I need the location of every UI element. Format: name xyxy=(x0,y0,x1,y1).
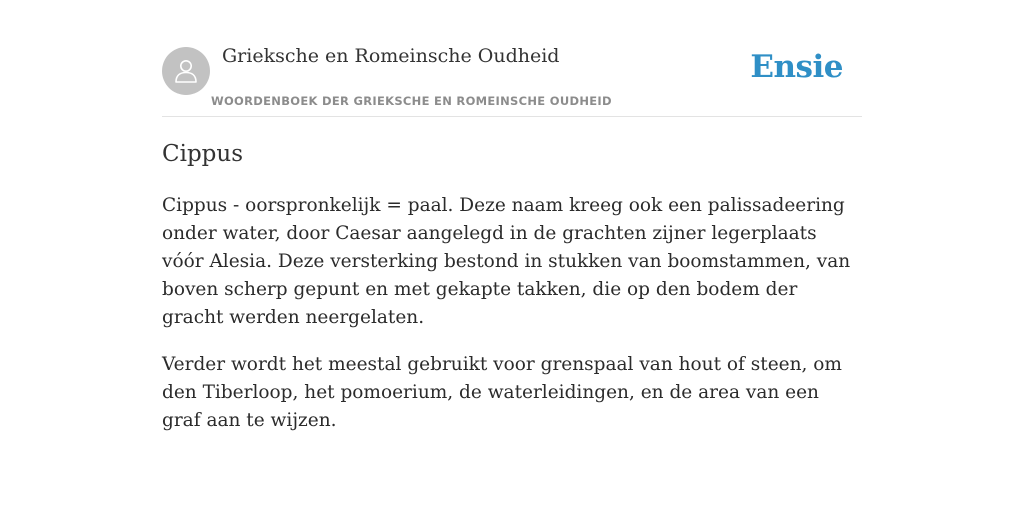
entry-header xyxy=(162,40,862,117)
source-title-link[interactable]: Grieksche en Romeinsche Oudheid xyxy=(222,45,560,67)
entry-content xyxy=(162,138,862,435)
entry-paragraph: Verder wordt het meestal gebruikt voor grenspaal van hout of steen, om den Tiberloop, het pomoerium, de waterleidingen, en de area van een graf aan te wijzen. xyxy=(162,354,842,431)
ensie-logo-link[interactable]: Ensie xyxy=(750,49,843,85)
user-icon xyxy=(172,57,200,85)
entry-title: Cippus xyxy=(162,141,244,167)
entry-paragraph: Cippus - oorspronkelijk = paal. Deze naam kreeg ook een palissadeering onder water, door Caesar aangelegd in de grachten zijner legerplaats vóór Alesia. Deze versterking bestond in stukken van boomstammen, van boven scherp gepunt en met gekapte takken, die op den bodem der gracht werden neergelaten. xyxy=(162,195,851,328)
avatar[interactable] xyxy=(162,47,210,95)
source-subtitle: WOORDENBOEK DER GRIEKSCHE EN ROMEINSCHE OUDHEID xyxy=(211,94,612,108)
